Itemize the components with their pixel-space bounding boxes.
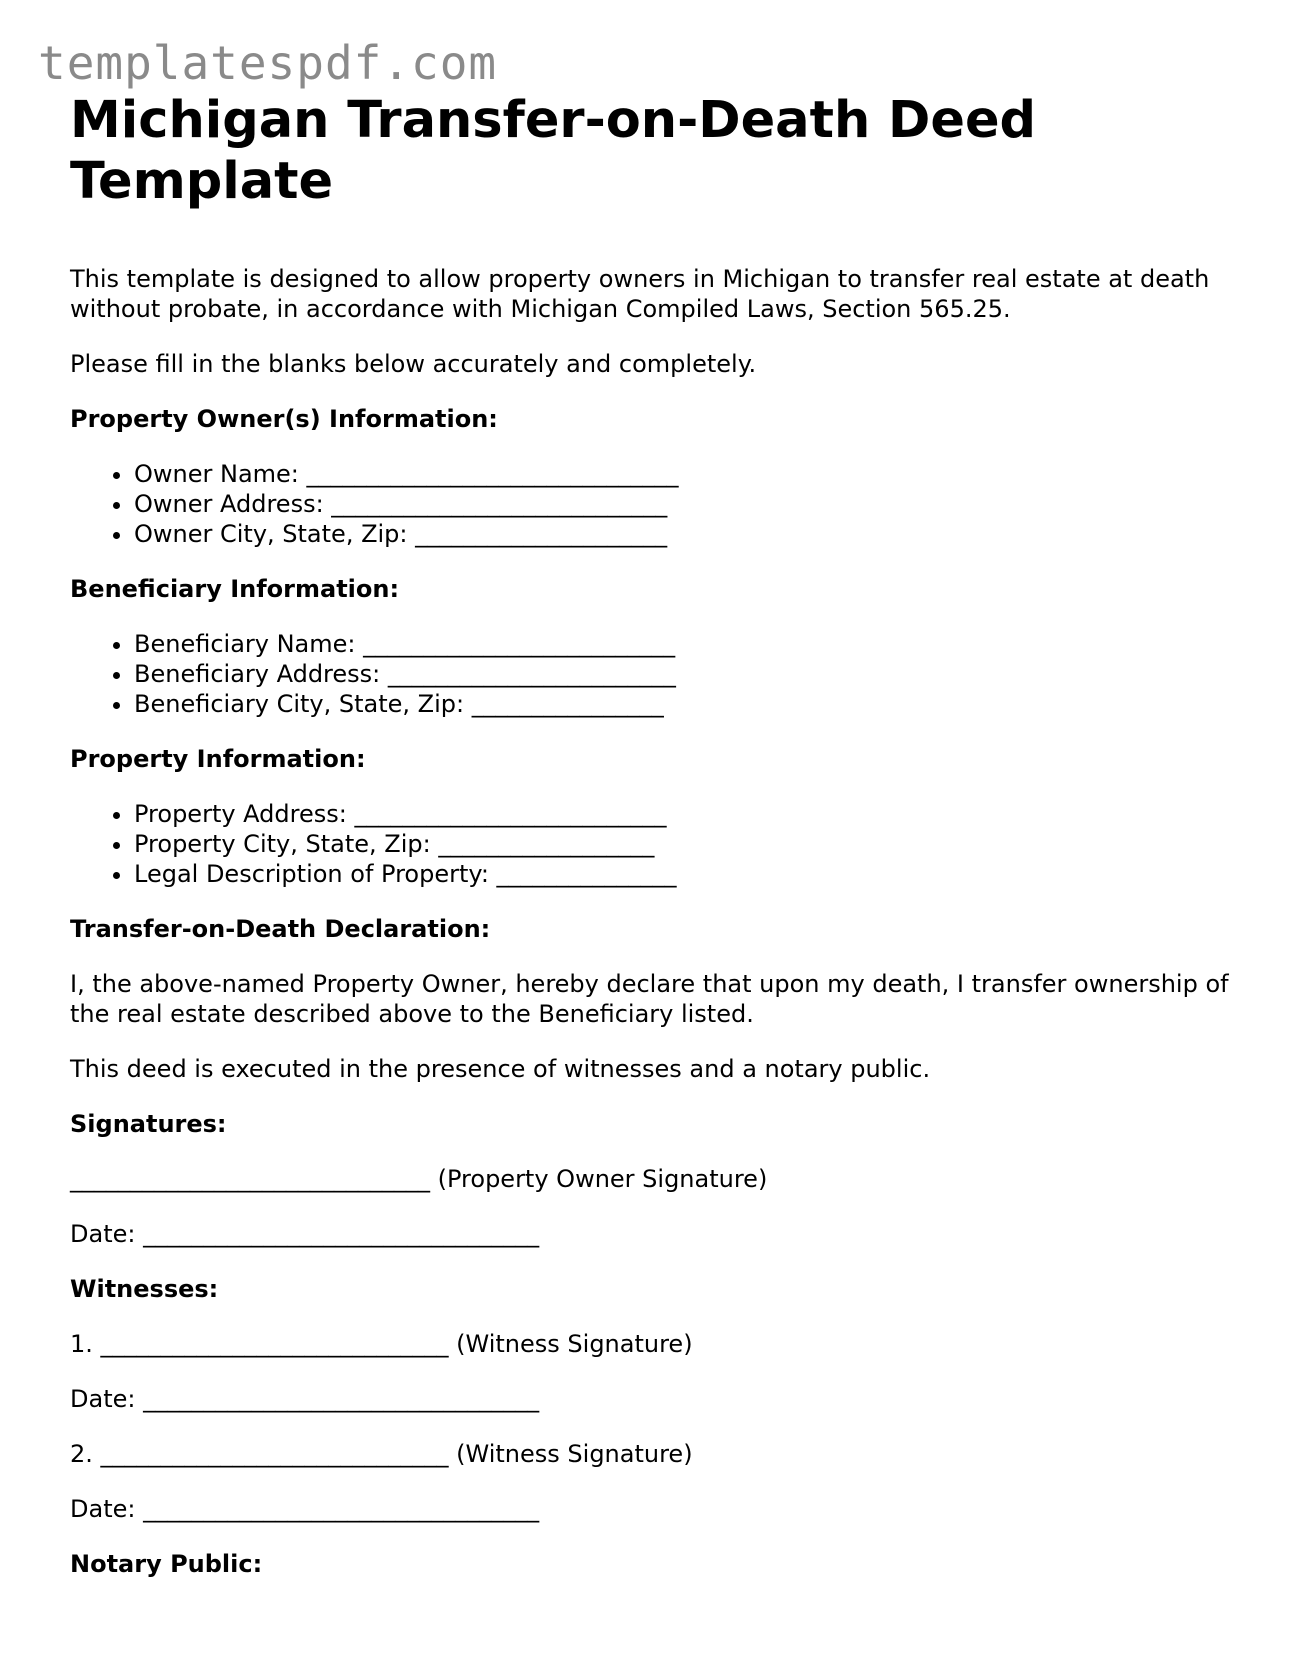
owner-address-field[interactable]: • Owner Address: ____________________________ <box>134 489 1230 519</box>
document-page <box>70 90 1230 1579</box>
declaration-text: I, the above-named Property Owner, hereby declare that upon my death, I transfer ownership of the real estate described above to the Beneficiary listed. <box>70 970 1229 1028</box>
property-address-field[interactable]: • Property Address: __________________________ <box>134 799 1230 829</box>
signatures-heading: Signatures: <box>70 1110 227 1138</box>
witness-2-date-line[interactable]: Date: _________________________________ <box>70 1495 540 1523</box>
owner-signature-date-line[interactable]: Date: _________________________________ <box>70 1220 540 1248</box>
page-title <box>70 90 1230 212</box>
notary-heading: Notary Public: <box>70 1550 263 1578</box>
owner-fields-list <box>70 459 1230 549</box>
property-section-heading: Property Information: <box>70 745 366 773</box>
owner-name-field[interactable]: • Owner Name: _______________________________ <box>134 459 1230 489</box>
beneficiary-section-heading: Beneficiary Information: <box>70 575 400 603</box>
beneficiary-name-field[interactable]: • Beneficiary Name: __________________________ <box>134 629 1230 659</box>
owner-section-heading: Property Owner(s) Information: <box>70 405 498 433</box>
legal-description-field[interactable]: • Legal Description of Property: _______________ <box>134 859 1230 889</box>
witness-2-signature-line[interactable]: 2. _____________________________ (Witness Signature) <box>70 1440 693 1468</box>
title-line-2: Template <box>70 152 334 211</box>
owner-signature-line[interactable]: ______________________________ (Property Owner Signature) <box>70 1165 768 1193</box>
declaration-heading: Transfer-on-Death Declaration: <box>70 915 491 943</box>
title-line-1: Michigan Transfer-on-Death Deed <box>70 91 1037 150</box>
watermark: templatespdf.com <box>38 36 498 90</box>
witness-1-signature-line[interactable]: 1. _____________________________ (Witness Signature) <box>70 1330 693 1358</box>
property-city-state-zip-field[interactable]: • Property City, State, Zip: __________________ <box>134 829 1230 859</box>
intro-paragraph: This template is designed to allow property owners in Michigan to transfer real estate at death without probate, in accordance with Michigan Compiled Laws, Section 565.25. <box>70 265 1210 323</box>
witnesses-heading: Witnesses: <box>70 1275 219 1303</box>
beneficiary-fields-list <box>70 629 1230 719</box>
instruction-paragraph: Please fill in the blanks below accurately and completely. <box>70 350 757 378</box>
witness-1-date-line[interactable]: Date: _________________________________ <box>70 1385 540 1413</box>
beneficiary-address-field[interactable]: • Beneficiary Address: ________________________ <box>134 659 1230 689</box>
execution-text: This deed is executed in the presence of witnesses and a notary public. <box>70 1055 931 1083</box>
owner-city-state-zip-field[interactable]: • Owner City, State, Zip: _____________________ <box>134 519 1230 549</box>
beneficiary-city-state-zip-field[interactable]: • Beneficiary City, State, Zip: ________________ <box>134 689 1230 719</box>
property-fields-list <box>70 799 1230 889</box>
